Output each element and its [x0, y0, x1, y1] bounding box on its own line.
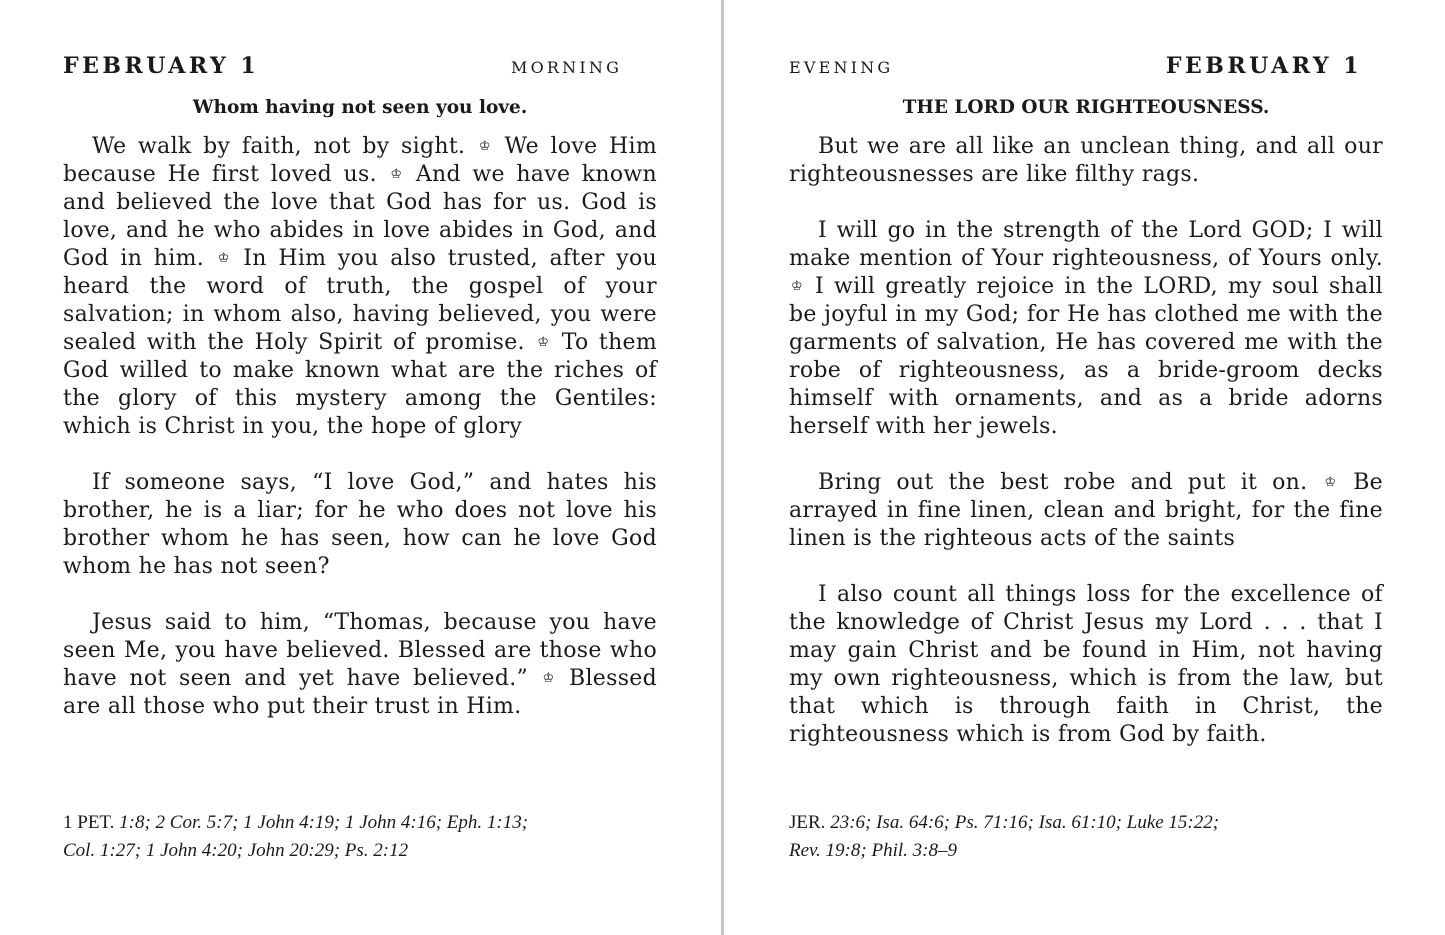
session-label: MORNING: [511, 58, 623, 77]
verse-text: Bring out the best robe and put it on.: [818, 470, 1308, 495]
references-line-1: JER. 23:6; Isa. 64:6; Ps. 71:16; Isa. 61:10; Luke 15:22;: [789, 812, 1220, 833]
references-book: JER.: [789, 812, 826, 833]
crown-icon: ♔: [390, 167, 403, 182]
session-label: EVENING: [789, 58, 894, 77]
devotion-paragraph: [63, 469, 657, 581]
crown-icon: ♔: [1324, 475, 1337, 490]
devotion-heading: THE LORD OUR RIGHTEOUSNESS.: [902, 97, 1270, 118]
crown-icon: ♔: [542, 671, 555, 686]
crown-icon: ♔: [537, 335, 550, 350]
verse-text: We love Him because He first loved us.: [63, 134, 658, 187]
scripture-references: [63, 809, 657, 865]
references-line-2: Rev. 19:8; Phil. 3:8–9: [789, 840, 957, 861]
devotion-paragraph: [789, 581, 1383, 749]
devotion-heading: Whom having not seen you love.: [192, 97, 528, 118]
crown-icon: ♔: [217, 251, 230, 266]
verse-text: Jesus said to him, “Thomas, because you have seen Me, you have believed. Blessed are those who have not seen and yet have believed.”: [63, 610, 657, 691]
verse-text: If someone says, “I love God,” and hates his brother, he is a liar; for he who does not love his brother whom he has seen, how can he love God whom he has not seen?: [63, 470, 657, 579]
scripture-references: [789, 809, 1383, 865]
verse-text: And we have known and believed the love that God has for us. God is love, and he who abides in love abides in God, and God in him.: [63, 162, 658, 271]
verse-text: We walk by faith, not by sight.: [92, 134, 466, 159]
page-date: FEBRUARY 1: [1165, 53, 1362, 79]
crown-icon: ♔: [791, 279, 803, 294]
verse-text: Be arrayed in fine linen, clean and bright, for the fine linen is the righteous acts of the saints: [789, 470, 1384, 551]
devotion-body: [63, 133, 657, 749]
morning-page: [0, 0, 721, 935]
verse-text: Blessed are all those who put their trust in Him.: [63, 666, 657, 719]
evening-page: [724, 0, 1445, 935]
devotion-paragraph: [63, 609, 657, 721]
references-book: 1 PET.: [63, 812, 115, 833]
verse-text: I will greatly rejoice in the LORD, my soul shall be joyful in my God; for He has clothed me with the garments of salvation, He has covered me with the robe of righteousness, as a bride-groom decks himself with ornaments, and as a bride adorns herself with her jewels.: [789, 274, 1383, 439]
devotion-paragraph: [63, 133, 657, 441]
verse-text: I will go in the strength of the Lord GOD; I will make mention of Your righteousness, of Yours only.: [789, 218, 1383, 271]
verse-text: I also count all things loss for the excellence of the knowledge of Christ Jesus my Lord . . . that I may gain Christ and be found in Him, not having my own righteousness, which is from the law, but that which is through faith in Christ, the righteousness which is from God by faith.: [789, 582, 1383, 747]
verse-text: In Him you also trusted, after you heard the word of truth, the gospel of your salvation; in whom also, having believed, you were sealed with the Holy Spirit of promise.: [63, 246, 657, 355]
references-line-2: Col. 1:27; 1 John 4:20; John 20:29; Ps. 2:12: [63, 840, 409, 861]
verse-text: But we are all like an unclean thing, and all our righteousnesses are like filthy rags.: [789, 134, 1383, 187]
devotion-paragraph: [789, 133, 1383, 189]
crown-icon: ♔: [478, 139, 491, 154]
page-date: FEBRUARY 1: [63, 53, 260, 79]
devotion-paragraph: [789, 217, 1383, 441]
references-line-1: 1 PET. 1:8; 2 Cor. 5:7; 1 John 4:19; 1 John 4:16; Eph. 1:13;: [63, 812, 529, 833]
verse-text: To them God willed to make known what are the riches of the glory of this mystery among the Gentiles: which is Christ in you, the hope of glory: [63, 330, 658, 439]
devotion-body: [789, 133, 1383, 777]
devotion-paragraph: [789, 469, 1383, 553]
